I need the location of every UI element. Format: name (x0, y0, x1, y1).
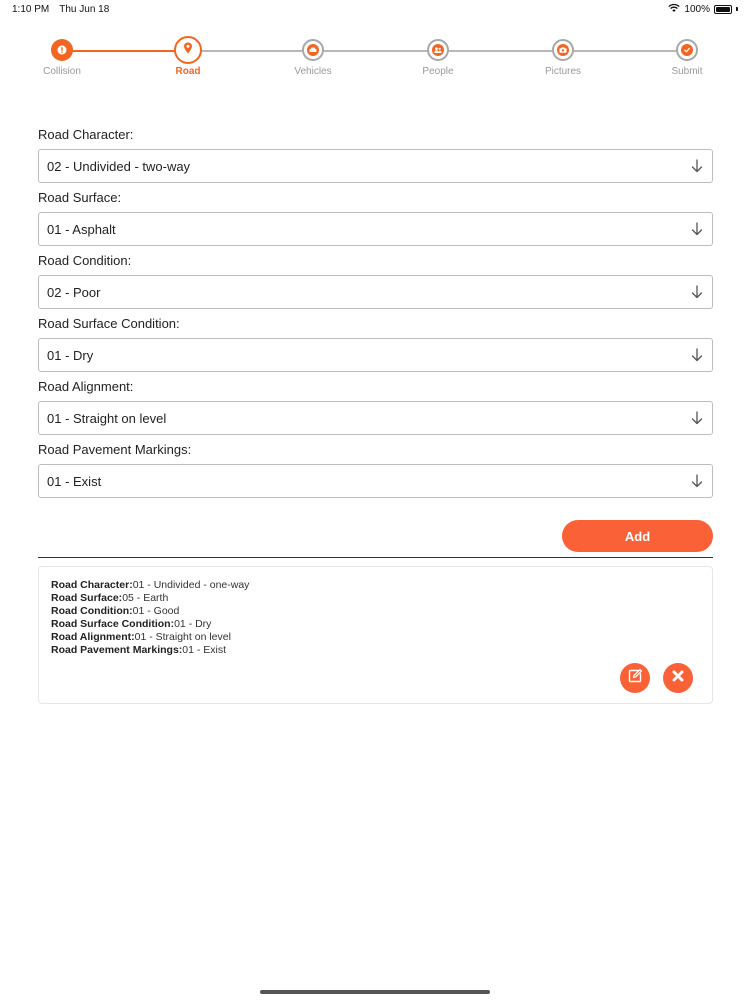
record-line (51, 579, 249, 592)
arrow-down-icon (690, 158, 704, 174)
road-surface-condition-select[interactable] (38, 338, 713, 372)
step-circle-people (427, 39, 449, 61)
road-condition-select[interactable] (38, 275, 713, 309)
record-value: 05 - Earth (122, 592, 169, 604)
record-key: Road Surface Condition: (51, 618, 175, 630)
road-character-label: Road Character: (38, 127, 134, 142)
road-condition-label: Road Condition: (38, 253, 132, 268)
check-icon (681, 44, 693, 56)
arrow-down-icon (690, 221, 704, 237)
status-bar (0, 0, 750, 20)
record-value: 01 - Undivided - one-way (132, 579, 250, 591)
road-record-card (38, 566, 713, 704)
map-pin-icon (183, 41, 193, 59)
edit-icon (627, 668, 643, 689)
wifi-icon (668, 3, 680, 15)
battery-icon (714, 5, 732, 14)
road-alignment-value: 01 - Straight on level (47, 410, 167, 426)
battery-percent: 100% (684, 3, 710, 15)
record-details (51, 579, 249, 657)
record-key: Road Alignment: (51, 631, 135, 643)
record-line (51, 605, 249, 618)
step-circle-vehicles (302, 39, 324, 61)
battery-tip (736, 7, 738, 11)
record-key: Road Surface: (51, 592, 123, 604)
road-surface-condition-label: Road Surface Condition: (38, 316, 180, 331)
record-key: Road Pavement Markings: (51, 644, 183, 656)
road-surface-value: 01 - Asphalt (47, 221, 116, 237)
step-collision[interactable] (22, 36, 102, 77)
camera-icon (557, 44, 569, 56)
home-indicator[interactable] (260, 990, 490, 994)
record-value: 01 - Good (132, 605, 180, 617)
arrow-down-icon (690, 284, 704, 300)
road-form (38, 127, 713, 505)
status-date: Thu Jun 18 (59, 4, 110, 15)
road-character-select[interactable] (38, 149, 713, 183)
road-pavement-markings-label: Road Pavement Markings: (38, 442, 192, 457)
step-vehicles[interactable] (273, 36, 353, 77)
road-condition-value: 02 - Poor (47, 284, 101, 300)
step-label-vehicles: Vehicles (294, 66, 332, 77)
step-road[interactable] (148, 36, 228, 77)
arrow-down-icon (690, 347, 704, 363)
arrow-down-icon (690, 410, 704, 426)
record-value: 01 - Dry (174, 618, 212, 630)
road-character-value: 02 - Undivided - two-way (47, 158, 191, 174)
exclamation-icon (51, 39, 73, 61)
record-line (51, 618, 249, 631)
road-surface-select[interactable] (38, 212, 713, 246)
close-icon (671, 669, 685, 688)
record-value: 01 - Straight on level (134, 631, 231, 643)
car-icon (307, 44, 319, 56)
road-pavement-markings-select[interactable] (38, 464, 713, 498)
step-circle-submit (676, 39, 698, 61)
status-time: 1:10 PM (12, 4, 50, 15)
road-pavement-markings-value: 01 - Exist (47, 473, 102, 489)
delete-button[interactable] (663, 663, 693, 693)
progress-stepper (0, 36, 750, 86)
record-key: Road Character: (51, 579, 133, 591)
road-surface-label: Road Surface: (38, 190, 122, 205)
people-icon (432, 44, 444, 56)
step-label-submit: Submit (671, 66, 703, 77)
step-submit[interactable] (647, 36, 727, 77)
record-line (51, 644, 249, 657)
step-label-collision: Collision (43, 66, 81, 77)
record-line (51, 592, 249, 605)
record-value: 01 - Exist (182, 644, 227, 656)
road-alignment-select[interactable] (38, 401, 713, 435)
arrow-down-icon (690, 473, 704, 489)
divider (38, 557, 713, 558)
step-label-people: People (422, 66, 454, 77)
step-label-road: Road (175, 66, 201, 77)
road-surface-condition-value: 01 - Dry (47, 347, 94, 363)
step-circle-current (174, 36, 202, 64)
add-button[interactable]: Add (562, 520, 713, 552)
record-line (51, 631, 249, 644)
step-circle-pictures (552, 39, 574, 61)
step-label-pictures: Pictures (544, 66, 582, 77)
step-people[interactable] (398, 36, 478, 77)
road-alignment-label: Road Alignment: (38, 379, 134, 394)
record-key: Road Condition: (51, 605, 133, 617)
step-pictures[interactable] (523, 36, 603, 77)
edit-button[interactable] (620, 663, 650, 693)
